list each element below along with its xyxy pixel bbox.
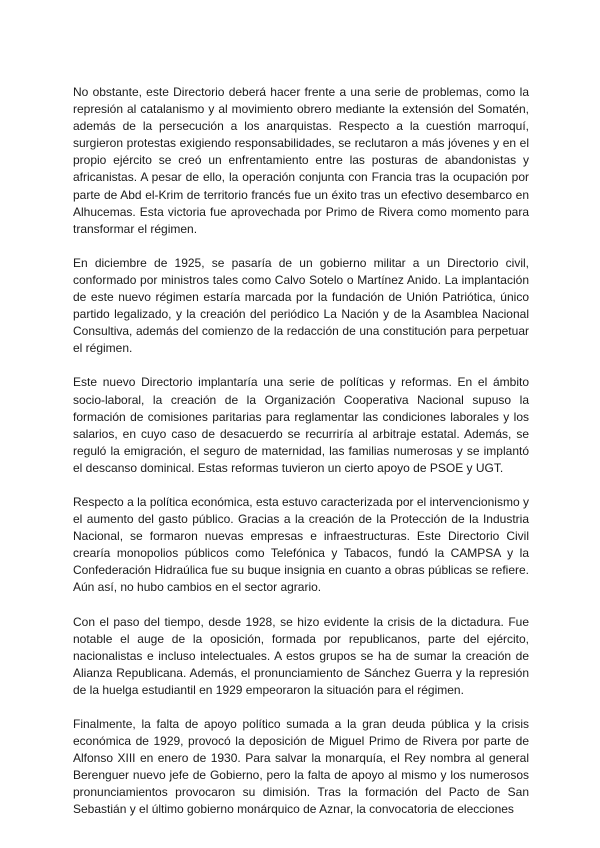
paragraph-directorio-problemas: No obstante, este Directorio deberá hacer frente a una serie de problemas, como la represión al catalanismo y al movimiento obrero mediante la extensión del Somatén, además de la persecución a los anarquistas. Respecto a la cuestión marroquí, surgieron protestas exigiendo responsabilidades, se reclutaron a más jóvenes y en el propio ejército se creó un enfrentamiento entre las posturas de abandonistas y africanistas. A pesar de ello, la operación conjunta con Francia tras la ocupación por parte de Abd el-Krim de territorio francés fue un éxito tras un efectivo desembarco en Alhucemas. Esta victoria fue aprovechada por Primo de Rivera como momento para transformar el régimen.	[73, 85, 529, 236]
paragraph-politica-economica: Respecto a la política económica, esta estuvo caracterizada por el intervencionismo y el aumento del gasto público. Gracias a la creación de la Protección de la Industria Nacional, se formaron nuevas empresas e infraestructuras. Este Directorio Civil crearía monopolios públicos como Telefónica y Tabacos, fundó la CAMPSA y la Confederación Hidraúlica fue su buque insignia en cuanto a obras públicas se refiere. Aún así, no hubo cambios en el sector agrario.	[73, 494, 529, 595]
body-text	[73, 84, 529, 836]
paragraph-crisis-dictadura: Con el paso del tiempo, desde 1928, se hizo evidente la crisis de la dictadura. Fue notable el auge de la oposición, formada por republicanos, parte del ejército, nacionalistas e incluso intelectuales. A estos grupos se ha de sumar la creación de Alianza Republicana. Además, el pronunciamiento de Sánchez Guerra y la represión de la huelga estudiantil en 1929 empeoraron la situación para el régimen.	[73, 614, 529, 697]
paragraph-final-deposicion: Finalmente, la falta de apoyo político sumada a la gran deuda pública y la crisis económica de 1929, provocó la deposición de Miguel Primo de Rivera por parte de Alfonso XIII en enero de 1930. Para salvar la monarquía, el Rey nombra al general Berenguer nuevo jefe de Gobierno, pero la falta de apoyo al mismo y los numerosos pronunciamientos provocaron su dimisión. Tras la formación del Pacto de San Sebastián y el último gobierno monárquico de Aznar, la convocatoria de elecciones	[73, 717, 529, 817]
paragraph-directorio-civil: En diciembre de 1925, se pasaría de un gobierno militar a un Directorio civil, conformado por ministros tales como Calvo Sotelo o Martínez Anido. La implantación de este nuevo régimen estaría marcada por la fundación de Unión Patriótica, único partido legalizado, y la creación del periódico La Nación y de la Asamblea Nacional Consultiva, además del comienzo de la redacción de una constitución para perpetuar el régimen.	[73, 255, 529, 356]
paragraph-politicas-reformas: Este nuevo Directorio implantaría una serie de políticas y reformas. En el ámbito socio-laboral, la creación de la Organización Cooperativa Nacional supuso la formación de comisiones paritarias para reglamentar las condiciones laborales y los salarios, en cuyo caso de desacuerdo se recurriría al arbitraje estatal. Además, se reguló la emigración, el seguro de maternidad, las familias numerosas y se implantó el descanso dominical. Estas reformas tuvieron un cierto apoyo de PSOE y UGT.	[73, 375, 529, 475]
